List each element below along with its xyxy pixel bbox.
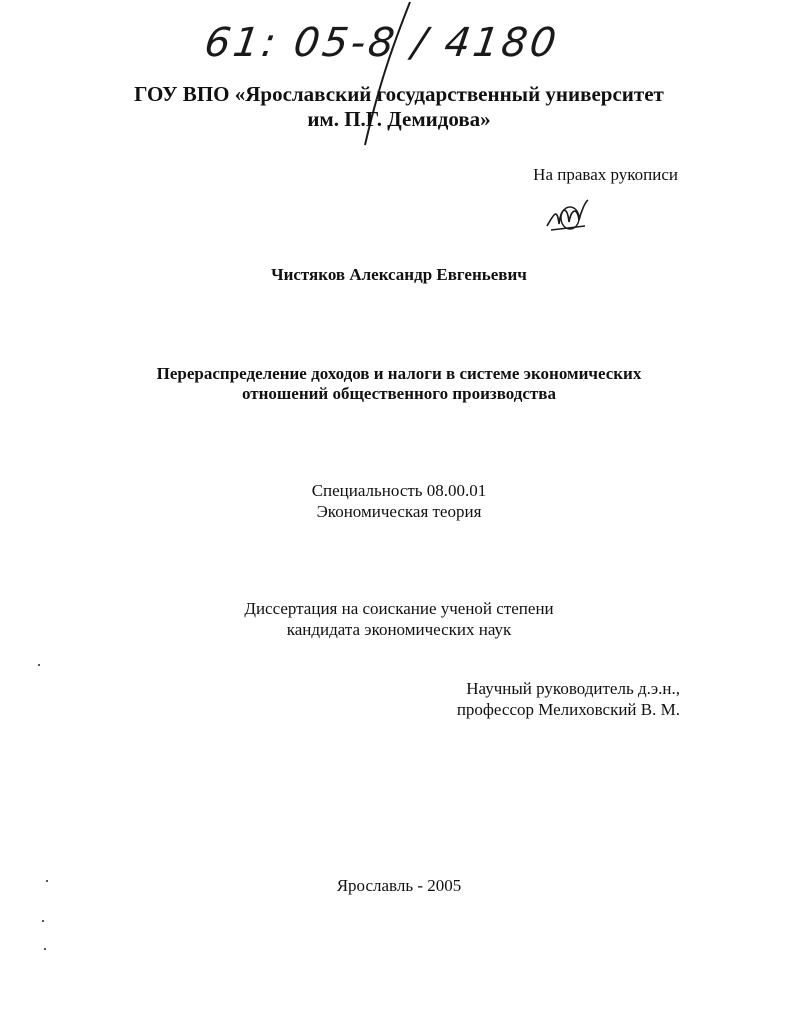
title-line-1: Перераспределение доходов и налоги в системе экономических <box>156 364 642 383</box>
handwritten-catalog-stamp: 61: 05-8 / 4180 <box>201 20 562 66</box>
author-name: Чистяков Александр Евгеньевич <box>271 265 527 284</box>
advisor-line-1: Научный руководитель д.э.н., <box>466 679 680 698</box>
specialty-block <box>0 480 798 522</box>
signature-icon <box>545 196 590 236</box>
advisor-block <box>380 678 680 720</box>
university-header <box>0 82 798 132</box>
scan-speck <box>46 880 48 882</box>
degree-line-1: Диссертация на соискание ученой степени <box>244 599 554 618</box>
scan-speck <box>44 948 46 950</box>
scan-speck <box>42 920 44 922</box>
manuscript-rights-note: На правах рукописи <box>533 165 678 184</box>
university-line-2: им. П.Г. Демидова» <box>307 107 491 131</box>
degree-block <box>0 598 798 640</box>
scan-speck <box>38 664 40 666</box>
city-year: Ярославль - 2005 <box>336 876 462 895</box>
university-line-1: ГОУ ВПО «Ярославский государственный университет <box>134 82 664 106</box>
degree-line-2: кандидата экономических наук <box>286 620 512 639</box>
advisor-line-2: профессор Мелиховский В. М. <box>456 700 680 719</box>
specialty-code: Специальность 08.00.01 <box>311 481 487 500</box>
dissertation-title <box>0 364 798 404</box>
specialty-name: Экономическая теория <box>316 502 482 521</box>
title-line-2: отношений общественного производства <box>242 384 556 403</box>
